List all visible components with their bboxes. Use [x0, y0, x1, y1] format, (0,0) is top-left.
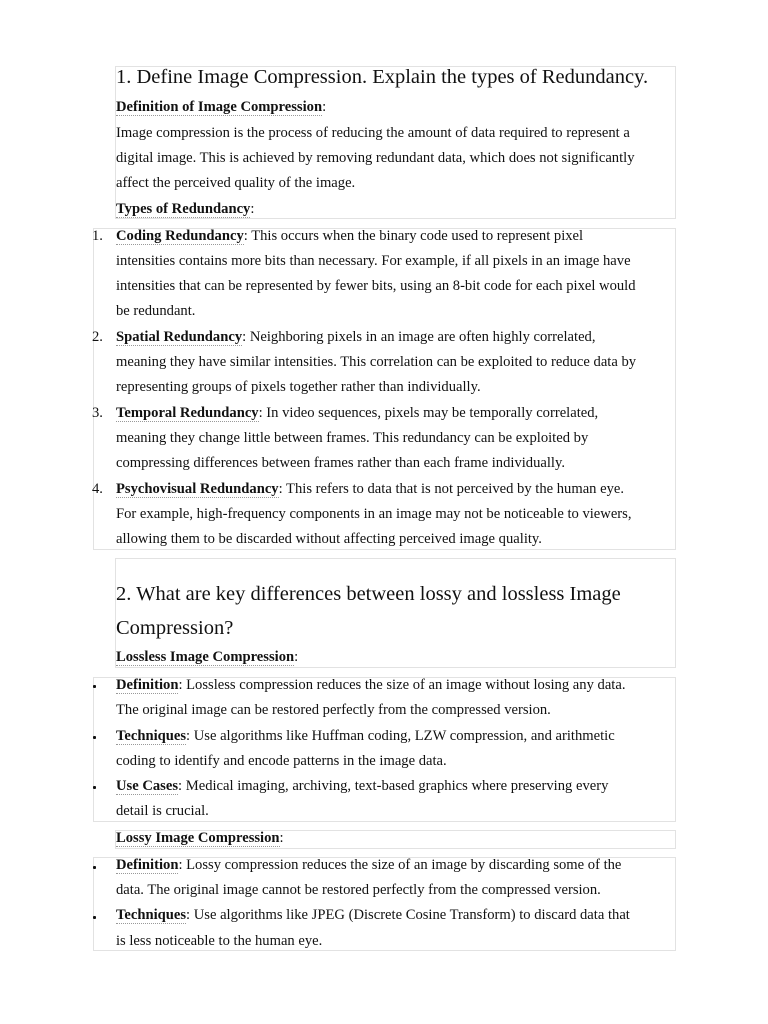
lossy-heading: Lossy Image Compression:	[116, 830, 284, 846]
lossless-definition: Definition: Lossless compression reduces the size of an image without losing any data.	[116, 677, 626, 693]
list-number: 1.	[92, 228, 103, 244]
list-number: 4.	[92, 481, 103, 497]
bullet-icon	[93, 736, 96, 739]
lossless-heading: Lossless Image Compression:	[116, 649, 299, 665]
q1-definition-heading: Definition of Image Compression:	[116, 99, 327, 115]
bullet-icon	[93, 916, 96, 919]
lossless-techniques: Techniques: Use algorithms like Huffman coding, LZW compression, and arithmetic	[116, 728, 615, 744]
list-number: 2.	[92, 329, 103, 345]
q1-types-heading: Types of Redundancy:	[116, 201, 255, 217]
q1-title: 1. Define Image Compression. Explain the types of Redundancy.	[116, 66, 649, 88]
lossy-definition: Definition: Lossy compression reduces the size of an image by discarding some of the	[116, 857, 622, 873]
list-item-text: The original image can be restored perfectly from the compressed version.	[116, 702, 551, 718]
q2-title-line-1: 2. What are key differences between lossy and lossless Image	[116, 583, 621, 605]
bullet-icon	[93, 786, 96, 789]
list-item-text: allowing them to be discarded without affecting perceived image quality.	[116, 531, 542, 547]
list-item-coding-redundancy: Coding Redundancy: This occurs when the binary code used to represent pixel	[116, 228, 584, 244]
list-item-temporal-redundancy: Temporal Redundancy: In video sequences, pixels may be temporally correlated,	[116, 405, 599, 421]
list-item-text: compressing differences between frames rather than each frame individually.	[116, 455, 565, 471]
list-item-psychovisual-redundancy: Psychovisual Redundancy: This refers to data that is not perceived by the human eye.	[116, 481, 625, 497]
list-item-text: be redundant.	[116, 303, 196, 319]
list-item-text: meaning they have similar intensities. This correlation can be exploited to reduce data by	[116, 354, 637, 370]
list-item-text: data. The original image cannot be restored perfectly from the compressed version.	[116, 882, 601, 898]
list-item-text: coding to identify and encode patterns in the image data.	[116, 753, 447, 769]
list-number: 3.	[92, 405, 103, 421]
bullet-icon	[93, 685, 96, 688]
q1-definition-line-1: Image compression is the process of reducing the amount of data required to represent a	[116, 125, 630, 141]
q2-title-line-2: Compression?	[116, 617, 234, 639]
list-item-text: intensities contains more bits than necessary. For example, if all pixels in an image have	[116, 253, 631, 269]
q1-definition-line-2: digital image. This is achieved by removing redundant data, which does not significantly	[116, 150, 635, 166]
lossless-use-cases: Use Cases: Medical imaging, archiving, text-based graphics where preserving every	[116, 778, 609, 794]
list-item-text: is less noticeable to the human eye.	[116, 933, 323, 949]
list-item-spatial-redundancy: Spatial Redundancy: Neighboring pixels in an image are often highly correlated,	[116, 329, 596, 345]
lossless-list-block	[93, 677, 676, 822]
bullet-icon	[93, 866, 96, 869]
list-item-text: meaning they change little between frames. This redundancy can be exploited by	[116, 430, 589, 446]
lossy-techniques: Techniques: Use algorithms like JPEG (Discrete Cosine Transform) to discard data that	[116, 907, 630, 923]
list-item-text: For example, high-frequency components in an image may not be noticeable to viewers,	[116, 506, 632, 522]
list-item-text: representing groups of pixels together rather than individually.	[116, 379, 481, 395]
list-item-text: detail is crucial.	[116, 803, 209, 819]
list-item-text: intensities that can be represented by fewer bits, using an 8-bit code for each pixel would	[116, 278, 636, 294]
q1-definition-line-3: affect the perceived quality of the image.	[116, 175, 356, 191]
